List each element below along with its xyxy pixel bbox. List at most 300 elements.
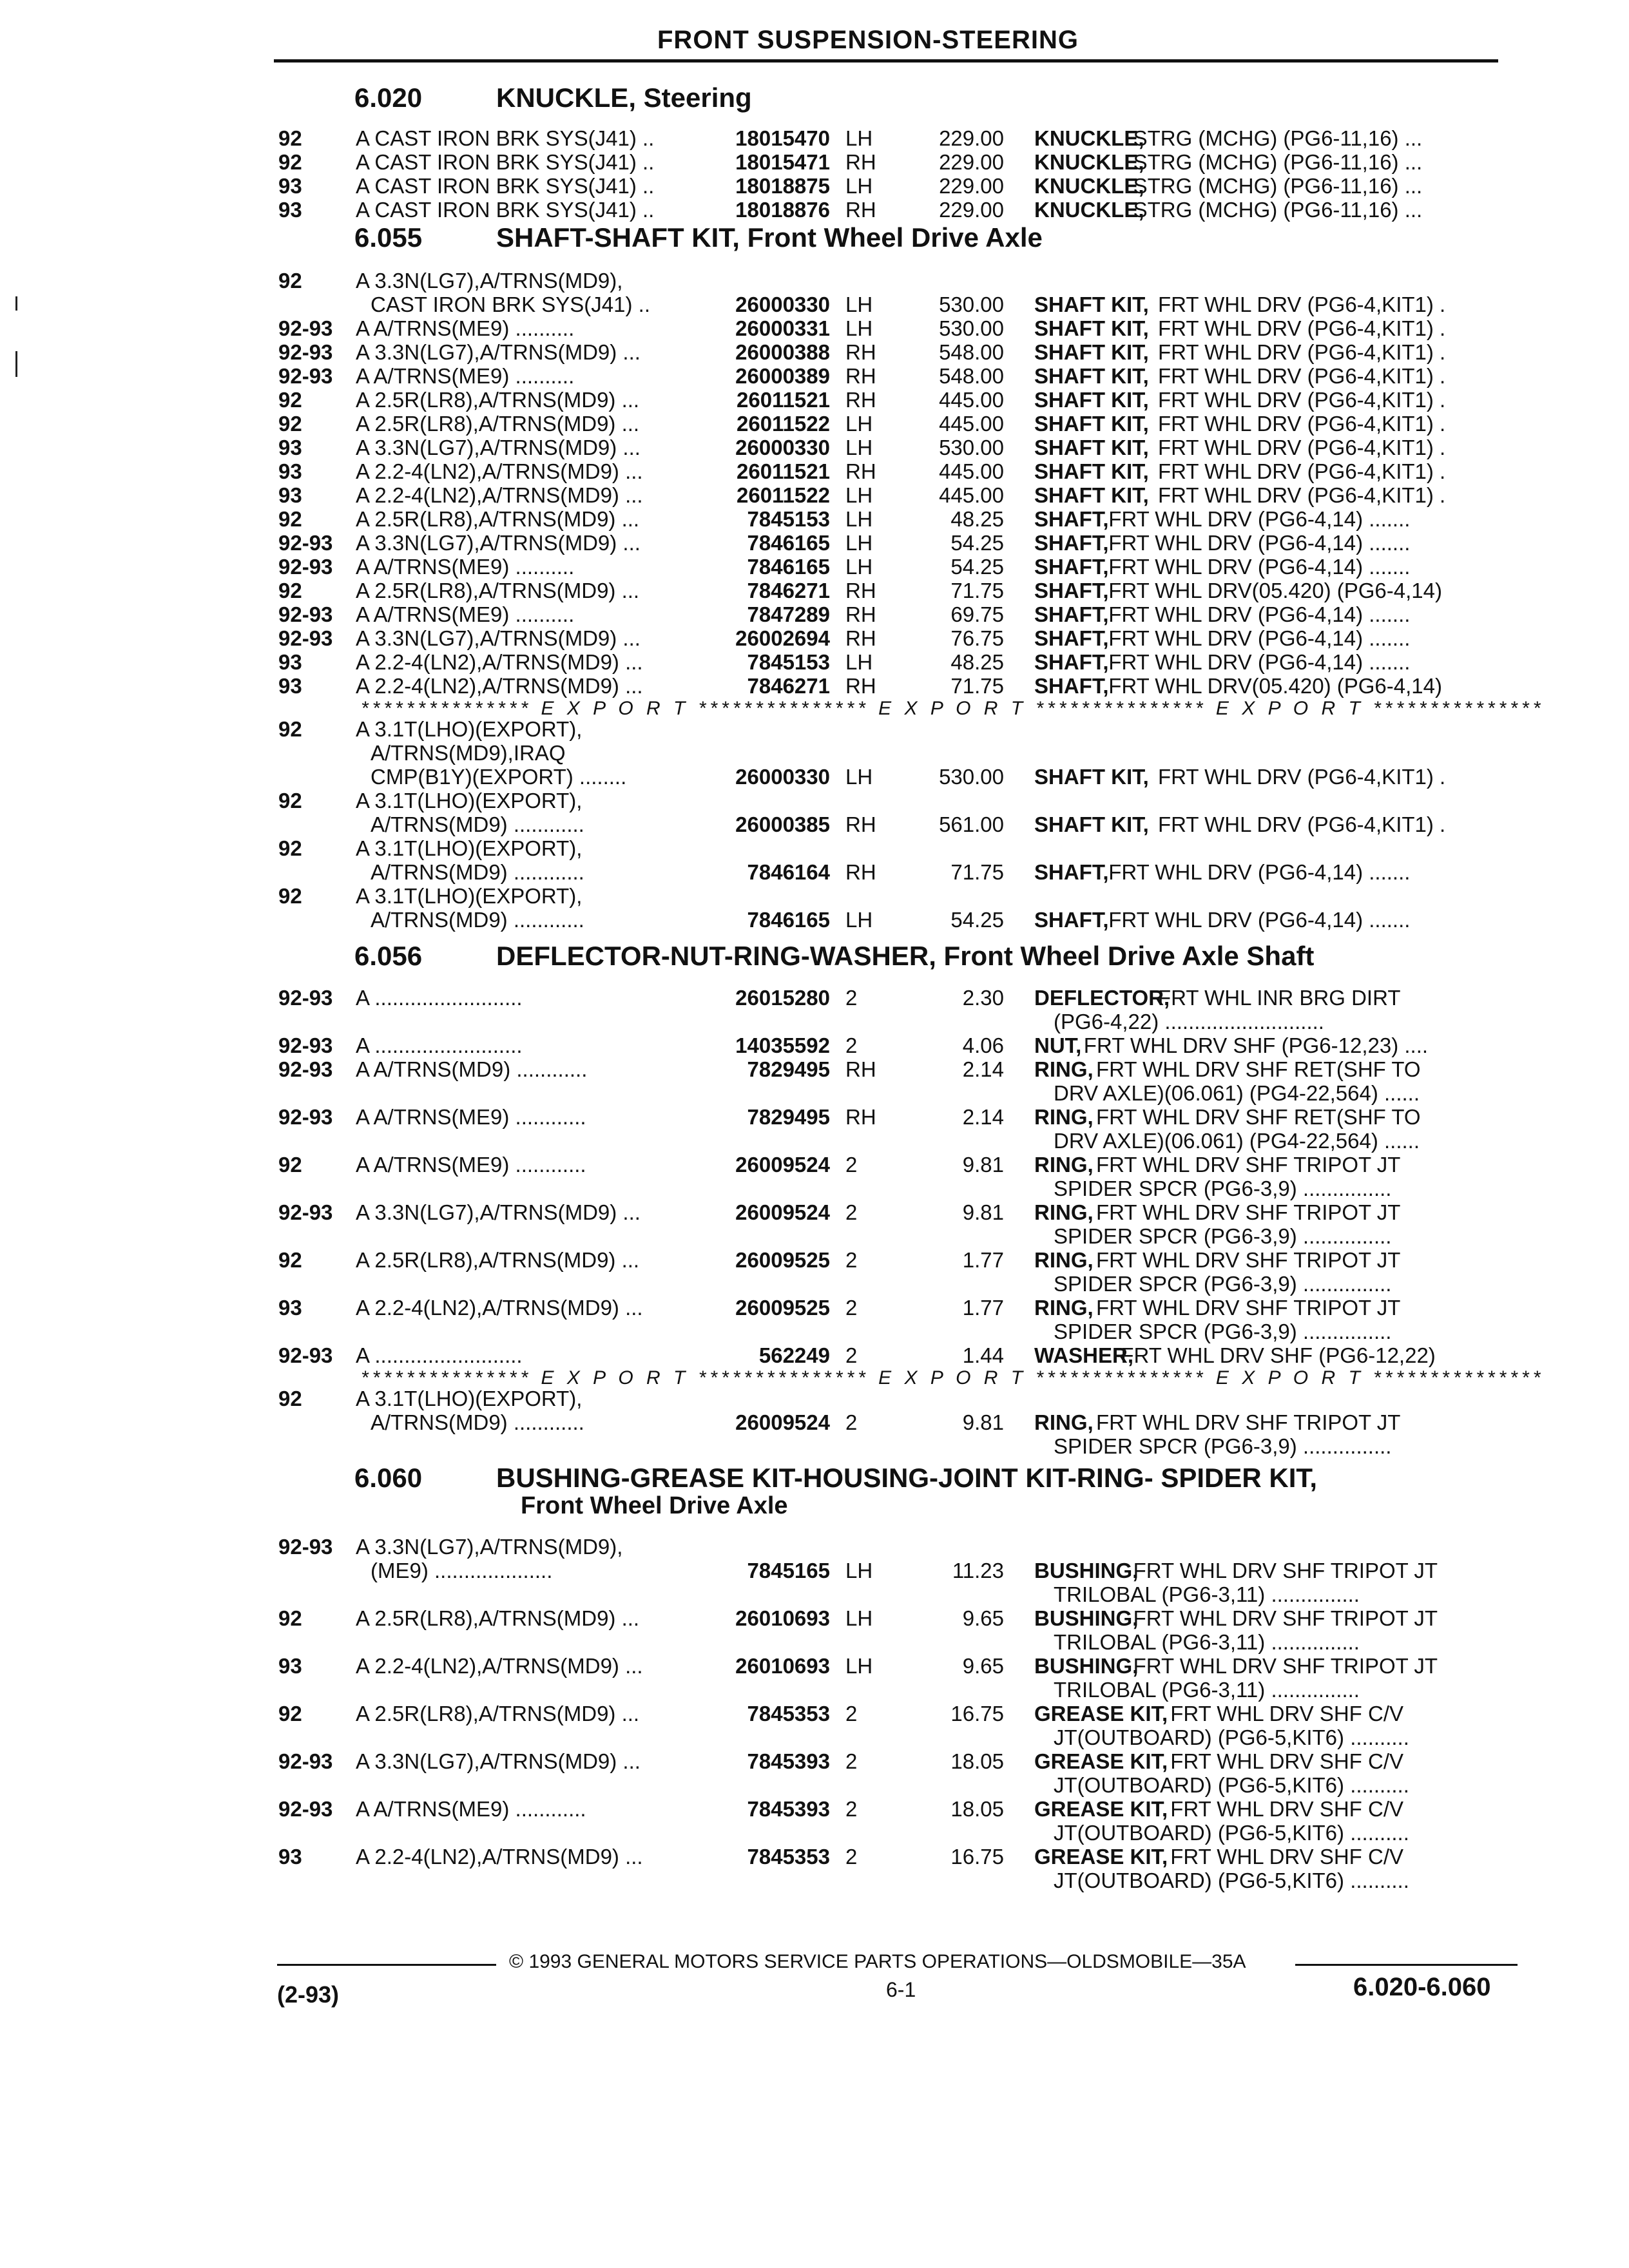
part-desc: FRT WHL DRV SHF RET(SHF TO <box>1096 1057 1421 1081</box>
side-qty: LH <box>845 293 873 316</box>
part-desc: FRT WHL DRV SHF TRIPOT JT <box>1133 1559 1438 1582</box>
price: 76.75 <box>950 626 1004 650</box>
application-desc: A CAST IRON BRK SYS(J41) .. <box>356 126 655 150</box>
price: 54.25 <box>950 555 1004 579</box>
price: 18.05 <box>950 1749 1004 1773</box>
application-desc: A 2.2-4(LN2),A/TRNS(MD9) ... <box>356 483 643 507</box>
model-year: 93 <box>278 174 302 198</box>
part-desc: FRT WHL DRV (PG6-4,14) ....... <box>1108 555 1411 579</box>
table-row <box>0 1749 1629 1775</box>
part-number: 7845153 <box>747 650 830 674</box>
part-desc: FRT WHL DRV SHF TRIPOT JT <box>1096 1153 1401 1177</box>
application-desc: A CAST IRON BRK SYS(J41) .. <box>356 198 655 222</box>
price: 548.00 <box>939 340 1004 364</box>
application-desc: A ......................... <box>356 1343 523 1367</box>
price: 48.25 <box>950 650 1004 674</box>
price: 11.23 <box>952 1559 1004 1582</box>
part-number: 18015471 <box>735 150 830 174</box>
model-year: 92-93 <box>278 986 333 1010</box>
application-desc: A A/TRNS(ME9) .......... <box>356 555 575 579</box>
part-name: BUSHING, <box>1034 1559 1139 1582</box>
model-year: 92 <box>278 789 302 812</box>
application-desc-cont: CAST IRON BRK SYS(J41) .. <box>371 293 650 316</box>
model-year: 92-93 <box>278 1797 333 1821</box>
part-name: RING, <box>1034 1296 1094 1320</box>
part-name: RING, <box>1034 1057 1094 1081</box>
footer-rule-left <box>277 1964 496 1966</box>
part-desc: FRT WHL DRV (PG6-4,KIT1) . <box>1158 765 1446 789</box>
table-row <box>0 1153 1629 1178</box>
table-row <box>0 602 1629 628</box>
price: 229.00 <box>939 126 1004 150</box>
application-desc-cont: A/TRNS(MD9),IRAQ <box>371 741 566 765</box>
part-name: SHAFT, <box>1034 602 1109 626</box>
table-row <box>0 531 1629 557</box>
part-name: SHAFT, <box>1034 650 1109 674</box>
price: 561.00 <box>939 812 1004 836</box>
model-year: 93 <box>278 650 302 674</box>
application-desc: A 3.3N(LG7),A/TRNS(MD9) ... <box>356 626 641 650</box>
model-year: 92 <box>278 150 302 174</box>
application-desc-cont: A/TRNS(MD9) ............ <box>371 908 584 932</box>
part-name: SHAFT, <box>1034 908 1109 932</box>
part-name: SHAFT, <box>1034 674 1109 698</box>
part-desc-cont: SPIDER SPCR (PG6-3,9) ............... <box>1054 1434 1392 1458</box>
price: 530.00 <box>939 436 1004 459</box>
section-number: 6.060 <box>354 1463 423 1493</box>
model-year: 93 <box>278 1845 302 1869</box>
section-number: 6.056 <box>354 941 423 971</box>
side-qty: RH <box>845 1057 876 1081</box>
part-number: 26011522 <box>736 412 830 436</box>
part-desc: FRT WHL DRV SHF TRIPOT JT <box>1096 1200 1401 1224</box>
side-qty: 2 <box>845 1410 858 1434</box>
part-name: NUT, <box>1034 1033 1082 1057</box>
part-name: KNUCKLE, <box>1034 150 1144 174</box>
part-desc-cont: (PG6-4,22) ........................... <box>1054 1010 1324 1033</box>
table-row <box>0 1200 1629 1226</box>
part-desc: STRG (MCHG) (PG6-11,16) ... <box>1133 198 1423 222</box>
table-row <box>0 1177 1629 1202</box>
part-desc-cont: SPIDER SPCR (PG6-3,9) ............... <box>1054 1272 1392 1296</box>
model-year: 92-93 <box>278 1749 333 1773</box>
part-name: SHAFT KIT, <box>1034 388 1149 412</box>
table-row <box>0 717 1629 743</box>
application-desc: A 2.5R(LR8),A/TRNS(MD9) ... <box>356 579 640 602</box>
model-year: 92 <box>278 579 302 602</box>
part-number: 26000389 <box>735 364 830 388</box>
model-year: 92-93 <box>278 1343 333 1367</box>
side-qty: RH <box>845 198 876 222</box>
application-desc-cont: (ME9) .................... <box>371 1559 553 1582</box>
part-name: SHAFT KIT, <box>1034 483 1149 507</box>
table-row <box>0 1248 1629 1274</box>
table-row <box>0 884 1629 910</box>
part-desc: FRT WHL DRV(05.420) (PG6-4,14) <box>1108 674 1442 698</box>
model-year: 93 <box>278 198 302 222</box>
part-name: SHAFT, <box>1034 507 1109 531</box>
table-row <box>0 1797 1629 1823</box>
part-name: SHAFT, <box>1034 579 1109 602</box>
application-desc: A 2.5R(LR8),A/TRNS(MD9) ... <box>356 507 640 531</box>
part-desc: FRT WHL DRV SHF C/V <box>1170 1845 1404 1869</box>
application-desc: A 3.1T(LHO)(EXPORT), <box>356 1387 583 1410</box>
application-desc: A 2.2-4(LN2),A/TRNS(MD9) ... <box>356 674 643 698</box>
table-row <box>0 507 1629 533</box>
table-row <box>0 1702 1629 1727</box>
export-divider: *************** E X P O R T *************** E X P O R T *************** E X P O R T *************** <box>361 698 1545 719</box>
side-qty: LH <box>845 650 873 674</box>
part-desc: FRT WHL DRV SHF C/V <box>1170 1797 1404 1821</box>
model-year: 92 <box>278 1153 302 1177</box>
part-number: 14035592 <box>735 1033 830 1057</box>
part-desc: FRT WHL DRV (PG6-4,14) ....... <box>1108 860 1411 884</box>
side-qty: LH <box>845 483 873 507</box>
table-row <box>0 626 1629 652</box>
application-desc: A 3.3N(LG7),A/TRNS(MD9) ... <box>356 436 641 459</box>
application-desc: A 2.2-4(LN2),A/TRNS(MD9) ... <box>356 650 643 674</box>
section-number: 6.055 <box>354 222 423 253</box>
table-row <box>0 1678 1629 1704</box>
table-row <box>0 269 1629 294</box>
section-heading <box>354 941 1314 972</box>
part-name: SHAFT KIT, <box>1034 412 1149 436</box>
part-number: 7829495 <box>747 1057 830 1081</box>
part-name: BUSHING, <box>1034 1606 1139 1630</box>
application-desc: A 3.1T(LHO)(EXPORT), <box>356 717 583 741</box>
part-name: SHAFT, <box>1034 555 1109 579</box>
side-qty: 2 <box>845 1845 858 1869</box>
model-year: 92-93 <box>278 316 333 340</box>
part-number: 562249 <box>758 1343 830 1367</box>
part-name: SHAFT KIT, <box>1034 436 1149 459</box>
part-desc: STRG (MCHG) (PG6-11,16) ... <box>1133 126 1423 150</box>
model-year: 92 <box>278 884 302 908</box>
part-number: 7845393 <box>747 1749 830 1773</box>
side-qty: RH <box>845 340 876 364</box>
model-year: 92-93 <box>278 364 333 388</box>
table-row <box>0 765 1629 791</box>
part-name: SHAFT KIT, <box>1034 340 1149 364</box>
part-number: 26010693 <box>735 1654 830 1678</box>
part-desc: FRT WHL DRV (PG6-4,14) ....... <box>1108 531 1411 555</box>
part-number: 26009524 <box>735 1153 830 1177</box>
model-year: 92 <box>278 1606 302 1630</box>
side-qty: RH <box>845 150 876 174</box>
price: 229.00 <box>939 174 1004 198</box>
table-row <box>0 1654 1629 1680</box>
table-row <box>0 1272 1629 1298</box>
part-desc: FRT WHL DRV (PG6-4,KIT1) . <box>1158 340 1446 364</box>
section-title: SHAFT-SHAFT KIT, Front Wheel Drive Axle <box>496 222 1043 253</box>
part-desc: FRT WHL DRV SHF TRIPOT JT <box>1096 1296 1401 1320</box>
part-number: 26011522 <box>736 483 830 507</box>
part-number: 7846165 <box>747 555 830 579</box>
part-desc-cont: JT(OUTBOARD) (PG6-5,KIT6) .......... <box>1054 1773 1409 1797</box>
part-number: 7846165 <box>747 531 830 555</box>
table-row <box>0 579 1629 604</box>
header-rule <box>274 59 1498 62</box>
part-desc: FRT WHL DRV SHF TRIPOT JT <box>1096 1410 1401 1434</box>
part-desc: FRT WHL DRV (PG6-4,KIT1) . <box>1158 812 1446 836</box>
price: 445.00 <box>939 388 1004 412</box>
table-row <box>0 1033 1629 1059</box>
price: 445.00 <box>939 483 1004 507</box>
part-desc: FRT WHL DRV (PG6-4,KIT1) . <box>1158 483 1446 507</box>
part-number: 7845393 <box>747 1797 830 1821</box>
price: 71.75 <box>950 579 1004 602</box>
table-row <box>0 986 1629 1012</box>
application-desc: A A/TRNS(ME9) .......... <box>356 316 575 340</box>
table-row <box>0 1224 1629 1250</box>
part-number: 7846271 <box>747 579 830 602</box>
side-qty: LH <box>845 412 873 436</box>
side-qty: RH <box>845 1105 876 1129</box>
side-qty: RH <box>845 860 876 884</box>
side-qty: LH <box>845 507 873 531</box>
part-desc: FRT WHL DRV (PG6-4,14) ....... <box>1108 602 1411 626</box>
section-subtitle: Front Wheel Drive Axle <box>521 1492 788 1519</box>
part-number: 26009525 <box>735 1248 830 1272</box>
table-row <box>0 1582 1629 1608</box>
side-qty: RH <box>845 579 876 602</box>
part-name: SHAFT KIT, <box>1034 293 1149 316</box>
application-desc: A 2.5R(LR8),A/TRNS(MD9) ... <box>356 1248 640 1272</box>
table-row <box>0 860 1629 886</box>
table-row <box>0 1535 1629 1561</box>
table-row <box>0 1129 1629 1155</box>
part-number: 7845153 <box>747 507 830 531</box>
footer-copyright: © 1993 GENERAL MOTORS SERVICE PARTS OPERATIONS—OLDSMOBILE—35A <box>509 1951 1246 1972</box>
table-row <box>0 1320 1629 1345</box>
application-desc: A A/TRNS(ME9) .......... <box>356 602 575 626</box>
model-year: 92-93 <box>278 1200 333 1224</box>
side-qty: LH <box>845 555 873 579</box>
side-qty: LH <box>845 1654 873 1678</box>
table-row <box>0 908 1629 934</box>
side-qty: LH <box>845 174 873 198</box>
table-row <box>0 1434 1629 1460</box>
price: 54.25 <box>950 531 1004 555</box>
part-name: SHAFT, <box>1034 626 1109 650</box>
model-year: 92-93 <box>278 555 333 579</box>
footer-section-range: 6.020-6.060 <box>1353 1973 1491 2001</box>
part-desc-cont: JT(OUTBOARD) (PG6-5,KIT6) .......... <box>1054 1869 1409 1892</box>
price: 9.81 <box>962 1153 1004 1177</box>
part-number: 26011521 <box>736 388 830 412</box>
table-row <box>0 1105 1629 1131</box>
part-number: 26000385 <box>735 812 830 836</box>
part-desc: FRT WHL DRV SHF TRIPOT JT <box>1096 1248 1401 1272</box>
model-year: 93 <box>278 1654 302 1678</box>
application-desc-cont: A/TRNS(MD9) ............ <box>371 860 584 884</box>
part-name: SHAFT KIT, <box>1034 364 1149 388</box>
application-desc: A A/TRNS(ME9) ............ <box>356 1797 586 1821</box>
part-number: 26015280 <box>735 986 830 1010</box>
price: 2.14 <box>962 1057 1004 1081</box>
application-desc: A A/TRNS(ME9) .......... <box>356 364 575 388</box>
part-desc-cont: JT(OUTBOARD) (PG6-5,KIT6) .......... <box>1054 1821 1409 1845</box>
side-qty: LH <box>845 531 873 555</box>
application-desc: A 3.1T(LHO)(EXPORT), <box>356 836 583 860</box>
model-year: 92 <box>278 1702 302 1725</box>
part-number: 26000331 <box>735 316 830 340</box>
application-desc: A 3.3N(LG7),A/TRNS(MD9), <box>356 269 623 293</box>
model-year: 92 <box>278 1387 302 1410</box>
section-number: 6.020 <box>354 82 423 113</box>
table-row <box>0 812 1629 838</box>
table-row <box>0 316 1629 342</box>
part-number: 26009524 <box>735 1410 830 1434</box>
part-number: 7845353 <box>747 1845 830 1869</box>
price: 530.00 <box>939 316 1004 340</box>
price: 9.81 <box>962 1410 1004 1434</box>
table-row <box>0 1387 1629 1412</box>
application-desc: A ......................... <box>356 1033 523 1057</box>
application-desc: A 2.2-4(LN2),A/TRNS(MD9) ... <box>356 1845 643 1869</box>
part-number: 26000330 <box>735 436 830 459</box>
part-desc-cont: SPIDER SPCR (PG6-3,9) ............... <box>1054 1177 1392 1200</box>
table-row <box>0 1869 1629 1894</box>
model-year: 93 <box>278 483 302 507</box>
table-row <box>0 1821 1629 1847</box>
model-year: 92 <box>278 1248 302 1272</box>
part-name: GREASE KIT, <box>1034 1749 1168 1773</box>
part-name: RING, <box>1034 1410 1094 1434</box>
price: 229.00 <box>939 150 1004 174</box>
price: 48.25 <box>950 507 1004 531</box>
application-desc: A 2.5R(LR8),A/TRNS(MD9) ... <box>356 1702 640 1725</box>
part-name: SHAFT KIT, <box>1034 316 1149 340</box>
table-row <box>0 150 1629 176</box>
section-heading <box>354 82 752 113</box>
section-heading <box>354 222 1043 253</box>
model-year: 92-93 <box>278 531 333 555</box>
application-desc: A 2.2-4(LN2),A/TRNS(MD9) ... <box>356 459 643 483</box>
table-row <box>0 198 1629 224</box>
part-name: RING, <box>1034 1105 1094 1129</box>
footer-page-number: 6-1 <box>886 1978 916 2001</box>
table-row <box>0 174 1629 200</box>
footer-rule-right <box>1295 1964 1518 1966</box>
part-number: 26009524 <box>735 1200 830 1224</box>
application-desc-cont: A/TRNS(MD9) ............ <box>371 812 584 836</box>
side-qty: LH <box>845 765 873 789</box>
part-desc: FRT WHL DRV SHF TRIPOT JT <box>1133 1654 1438 1678</box>
side-qty: RH <box>845 364 876 388</box>
part-number: 26011521 <box>736 459 830 483</box>
table-row <box>0 836 1629 862</box>
price: 2.14 <box>962 1105 1004 1129</box>
part-name: KNUCKLE, <box>1034 198 1144 222</box>
part-desc-cont: DRV AXLE)(06.061) (PG4-22,564) ...... <box>1054 1081 1420 1105</box>
part-name: GREASE KIT, <box>1034 1797 1168 1821</box>
model-year: 92-93 <box>278 340 333 364</box>
table-row <box>0 1630 1629 1656</box>
application-desc: A 2.5R(LR8),A/TRNS(MD9) ... <box>356 412 640 436</box>
model-year: 92-93 <box>278 1057 333 1081</box>
part-desc-cont: TRILOBAL (PG6-3,11) ............... <box>1054 1678 1360 1702</box>
part-desc: FRT WHL DRV (PG6-4,KIT1) . <box>1158 293 1446 316</box>
application-desc: A 3.1T(LHO)(EXPORT), <box>356 789 583 812</box>
part-name: SHAFT KIT, <box>1034 459 1149 483</box>
section-title: KNUCKLE, Steering <box>496 82 752 113</box>
part-number: 26002694 <box>735 626 830 650</box>
model-year: 92 <box>278 507 302 531</box>
side-qty: LH <box>845 1559 873 1582</box>
part-desc: FRT WHL DRV SHF (PG6-12,23) .... <box>1083 1033 1429 1057</box>
part-name: RING, <box>1034 1153 1094 1177</box>
part-number: 7846165 <box>747 908 830 932</box>
application-desc: A ......................... <box>356 986 523 1010</box>
part-name: RING, <box>1034 1200 1094 1224</box>
part-desc-cont: JT(OUTBOARD) (PG6-5,KIT6) .......... <box>1054 1725 1409 1749</box>
part-name: RING, <box>1034 1248 1094 1272</box>
model-year: 93 <box>278 674 302 698</box>
part-name: BUSHING, <box>1034 1654 1139 1678</box>
side-qty: 2 <box>845 1797 858 1821</box>
part-desc: FRT WHL DRV (PG6-4,14) ....... <box>1108 908 1411 932</box>
part-desc: STRG (MCHG) (PG6-11,16) ... <box>1133 150 1423 174</box>
part-number: 26010693 <box>735 1606 830 1630</box>
side-qty: RH <box>845 388 876 412</box>
part-desc: FRT WHL DRV SHF (PG6-12,22) <box>1121 1343 1436 1367</box>
price: 2.30 <box>962 986 1004 1010</box>
part-desc: FRT WHL DRV (PG6-4,KIT1) . <box>1158 412 1446 436</box>
part-name: GREASE KIT, <box>1034 1702 1168 1725</box>
table-row <box>0 650 1629 676</box>
part-name: KNUCKLE, <box>1034 126 1144 150</box>
section-title: DEFLECTOR-NUT-RING-WASHER, Front Wheel Drive Axle Shaft <box>496 941 1315 971</box>
part-number: 7847289 <box>747 602 830 626</box>
table-row <box>0 1010 1629 1035</box>
application-desc-cont: CMP(B1Y)(EXPORT) ........ <box>371 765 627 789</box>
part-number: 18018875 <box>735 174 830 198</box>
side-qty: RH <box>845 459 876 483</box>
table-row <box>0 1343 1629 1369</box>
part-desc: FRT WHL DRV SHF C/V <box>1170 1749 1404 1773</box>
application-desc: A 3.3N(LG7),A/TRNS(MD9) ... <box>356 1749 641 1773</box>
side-qty: RH <box>845 812 876 836</box>
table-row <box>0 293 1629 318</box>
table-row <box>0 388 1629 414</box>
price: 9.65 <box>962 1606 1004 1630</box>
section-title: BUSHING-GREASE KIT-HOUSING-JOINT KIT-RING- SPIDER KIT, <box>496 1463 1318 1493</box>
part-name: GREASE KIT, <box>1034 1845 1168 1869</box>
part-name: DEFLECTOR, <box>1034 986 1170 1010</box>
price: 71.75 <box>950 674 1004 698</box>
table-row <box>0 436 1629 461</box>
model-year: 93 <box>278 436 302 459</box>
table-row <box>0 1057 1629 1083</box>
application-desc: A 3.3N(LG7),A/TRNS(MD9) ... <box>356 340 641 364</box>
application-desc: A A/TRNS(ME9) ............ <box>356 1105 586 1129</box>
price: 18.05 <box>950 1797 1004 1821</box>
model-year: 92-93 <box>278 1535 333 1559</box>
part-desc-cont: TRILOBAL (PG6-3,11) ............... <box>1054 1630 1360 1654</box>
part-number: 18015470 <box>735 126 830 150</box>
side-qty: LH <box>845 908 873 932</box>
part-desc-cont: DRV AXLE)(06.061) (PG4-22,564) ...... <box>1054 1129 1420 1153</box>
application-desc: A CAST IRON BRK SYS(J41) .. <box>356 150 655 174</box>
part-name: SHAFT, <box>1034 531 1109 555</box>
application-desc: A 3.1T(LHO)(EXPORT), <box>356 884 583 908</box>
table-row <box>0 674 1629 700</box>
part-desc: FRT WHL DRV (PG6-4,KIT1) . <box>1158 388 1446 412</box>
part-desc-cont: SPIDER SPCR (PG6-3,9) ............... <box>1054 1320 1392 1343</box>
price: 445.00 <box>939 459 1004 483</box>
part-name: SHAFT KIT, <box>1034 765 1149 789</box>
